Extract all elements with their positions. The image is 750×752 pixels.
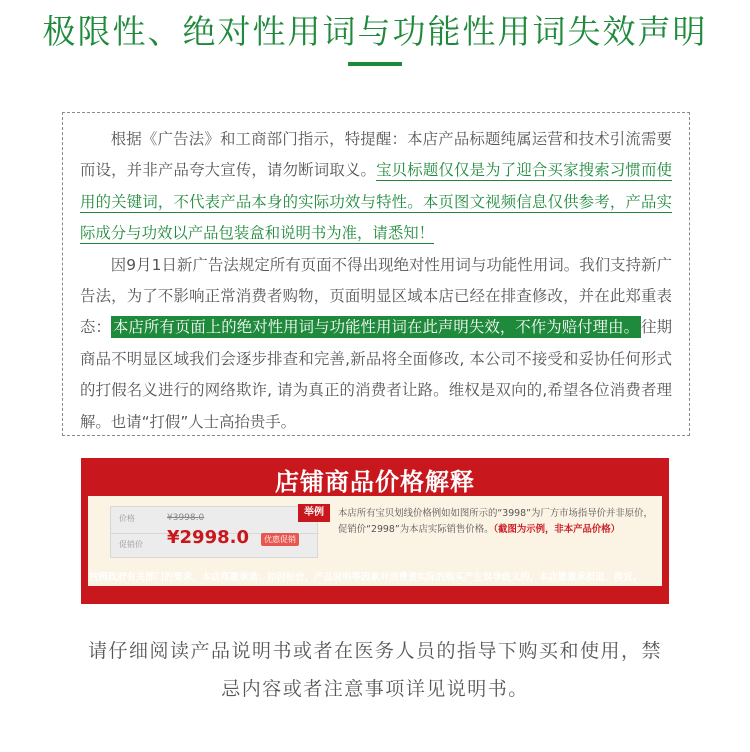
example-tag: 举例 <box>298 504 330 522</box>
example-note: （截图为示例，非本产品价格） <box>493 524 621 535</box>
page-title: 极限性、绝对性用词与功能性用词失效声明 <box>42 12 708 51</box>
notice-p2-highlight: 本店所有页面上的绝对性用词与功能性用词在此声明失效，不作为赔付理由。 <box>112 318 640 337</box>
orig-price-label: 价格 <box>119 514 135 523</box>
notice-p2-text-before: 因9月1日新广告法规定所有页面不得出现绝对性用词与功能性用词。我们支持新广告法，为了不影响正常消费者购物，页面明显区域本店已经在排查修改，并在此郑重表态： <box>80 255 672 337</box>
price-commitment: 按照政府有关部门的要求，本店郑重承诺：如因标价，产品说明等因素对消费者实际的购买产生误导歧义的，本店愿意承担退、换货。 <box>89 572 643 583</box>
notice-p2-text-after: 往期商品不明显区域我们会逐步排查和完善,新品将全面修改, 本公司不接受和妥协任何形式的打假名义进行的网络欺诈, 请为真正的消费者让路。维权是双向的,希望各位消费者理解。也请“打假”人士高抬贵手。 <box>80 318 672 431</box>
notice-statement <box>80 124 672 438</box>
price-card-sample <box>110 506 318 558</box>
example-text: 本店所有宝贝划线价格例如如图所示的“3998”为厂方市场指导价并非原价，促销价“2998”为本店实际销售价格。 <box>338 508 653 535</box>
price-explanation-panel <box>81 458 669 604</box>
promo-badge: 优惠促销 <box>261 533 299 546</box>
usage-advisory: 请仔细阅读产品说明书或者在医务人员的指导下购买和使用，禁忌内容或者注意事项详见说明书。 <box>87 640 662 700</box>
orig-price-value: ¥3998.0 <box>167 513 205 523</box>
notice-paragraph-1 <box>80 124 672 250</box>
notice-paragraph-2 <box>80 250 672 438</box>
title-divider <box>348 62 402 66</box>
price-panel-title: 店铺商品价格解释 <box>275 468 475 496</box>
example-explanation <box>338 506 660 538</box>
promo-price-value: ¥2998.0 <box>167 527 249 548</box>
promo-price-label: 促销价 <box>119 540 143 549</box>
notice-p1-highlight: 宝贝标题仅仅是为了迎合买家搜索习惯而使用的关键词，不代表产品本身的实际功效与特性。本页图文视频信息仅供参考，产品实际成分与功效以产品包装盒和说明书为准，请悉知！ <box>80 161 672 243</box>
notice-p1-text: 根据《广告法》和工商部门指示，特提醒：本店产品标题纯属运营和技术引流需要而设，并非产品夸大宣传，请勿断词取义。 <box>80 130 672 180</box>
